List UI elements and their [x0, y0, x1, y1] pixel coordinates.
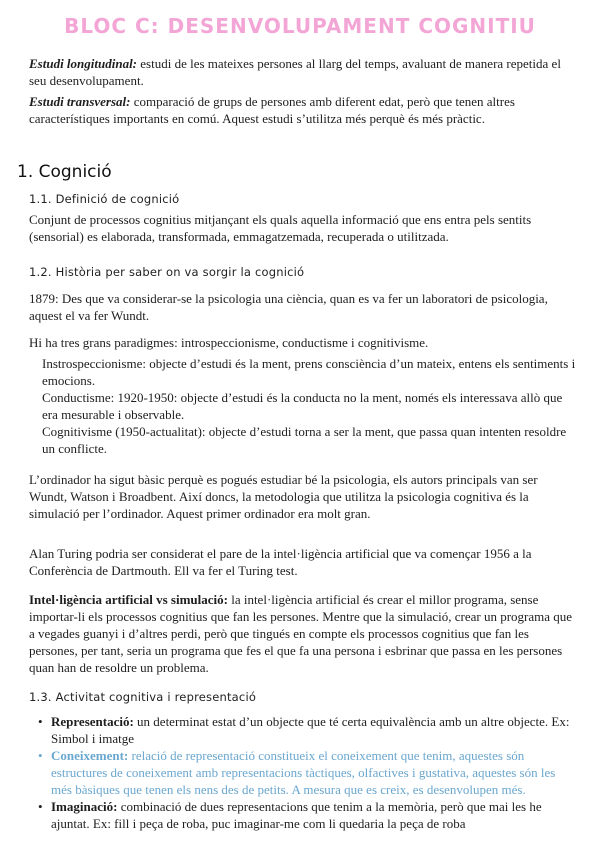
page-title: BLOC C: DESENVOLUPAMENT COGNITIU — [64, 14, 536, 38]
section-heading-cognicio: 1. Cognició — [17, 162, 112, 182]
list-item — [29, 798, 577, 832]
historia-paragraph-1: 1879: Des que va considerar-se la psicologia una ciència, quan es va fer un laboratori de psicologia, aquest el va fer Wundt. — [29, 291, 548, 323]
paradigm-cognitivisme: Cognitivisme (1950-actualitat): objecte d’estudi torna a ser la ment, que passa quan intenten resoldre un conflicte. — [42, 424, 567, 456]
longitudinal-term: Estudi longitudinal: — [29, 56, 138, 71]
longitudinal-text: estudi de les mateixes persones al llarg del temps, avaluant de manera repetida el seu desenvolupament. — [29, 56, 561, 88]
bullet-term: Coneixement: — [51, 748, 129, 763]
paradigm-introspeccionisme: Instrospeccionisme: objecte d’estudi és la ment, prens consciència d’un mateix, entens els sentiments i emocions. — [42, 356, 576, 388]
historia-paragraph-turing: Alan Turing podria ser considerat el pare de la intel·ligència artificial que va començar 1956 a la Conferència de Dartmouth. Ell va fer el Turing test. — [29, 546, 532, 578]
bullet-icon: • — [38, 748, 43, 763]
activitat-bullet-list — [29, 713, 577, 832]
subheading-historia: 1.2. Història per saber on va sorgir la cognició — [29, 265, 305, 279]
historia-paragraph-ia-vs-simulacio — [29, 591, 577, 676]
historia-paragraph-ordinador: L’ordinador ha sigut bàsic perquè es pogués estudiar bé la psicologia, els autors principals van ser Wundt, Watson i Broadbent. Així doncs, la metodologia que utilitza la psicologia cognitiva és la simulació per l’ordinador. Aquest primer ordinador era molt gran. — [29, 472, 538, 521]
paradigm-conductisme: Conductisme: 1920-1950: objecte d’estudi és la conducta no la ment, només els interessava allò que era mesurable i observable. — [42, 390, 563, 422]
list-item — [29, 747, 577, 798]
ia-vs-simulacio-text: la intel·ligència artificial és crear el millor programa, sense importar-li els processos cognitius que fan les persones. Mentre que la simulació, crear un programa que a vegades guanyi i d’altres perdi, però que tingués en compte els processos cognitius que fan les persones, per tant, seria un programa que fes el que fa una persona i esbrinar que passa en les persones quan han de resoldre un problema. — [29, 592, 573, 675]
bullet-icon: • — [38, 714, 43, 729]
intro-longitudinal — [29, 55, 577, 89]
intro-transversal — [29, 93, 577, 127]
bullet-term: Imaginació: — [51, 799, 118, 814]
list-item — [29, 713, 577, 747]
subheading-activitat: 1.3. Activitat cognitiva i representació — [29, 690, 257, 704]
definicio-text: Conjunt de processos cognitius mitjançant els quals aquella informació que ens entra pels sentits (sensorial) es elaborada, transformada, emmagatzemada, recuperada o utilitzada. — [29, 212, 532, 244]
bullet-term: Representació: — [51, 714, 134, 729]
bullet-text: combinació de dues representacions que tenim a la memòria, però que mai les he ajuntat. Ex: fill i peça de roba, puc imaginar-me com li quedaria la peça de roba — [51, 799, 542, 831]
transversal-text: comparació de grups de persones amb diferent edat, però que tenen altres característiques importants en comú. Aquest estudi s’utilitza més perquè és més pràctic. — [29, 94, 515, 126]
bullet-icon: • — [38, 799, 43, 814]
bullet-text: un determinat estat d’un objecte que té certa equivalència amb un altre objecte. Ex: Simbol i imatge — [51, 714, 570, 746]
historia-paragraph-2: Hi ha tres grans paradigmes: introspeccionisme, conductisme i cognitivisme. — [29, 335, 429, 350]
subheading-definicio: 1.1. Definició de cognició — [29, 192, 180, 206]
bullet-text: relació de representació constitueix el coneixement que tenim, aquestes són estructures de coneixement amb representacions tàctiques, olfactives i gustativa, aquestes són les més bàsiques que tenen els nens des de petits. A mesura que es creix, es desenvolupen més. — [51, 748, 556, 797]
transversal-term: Estudi transversal: — [29, 94, 131, 109]
ia-vs-simulacio-term: Intel·ligència artificial vs simulació: — [29, 592, 228, 607]
